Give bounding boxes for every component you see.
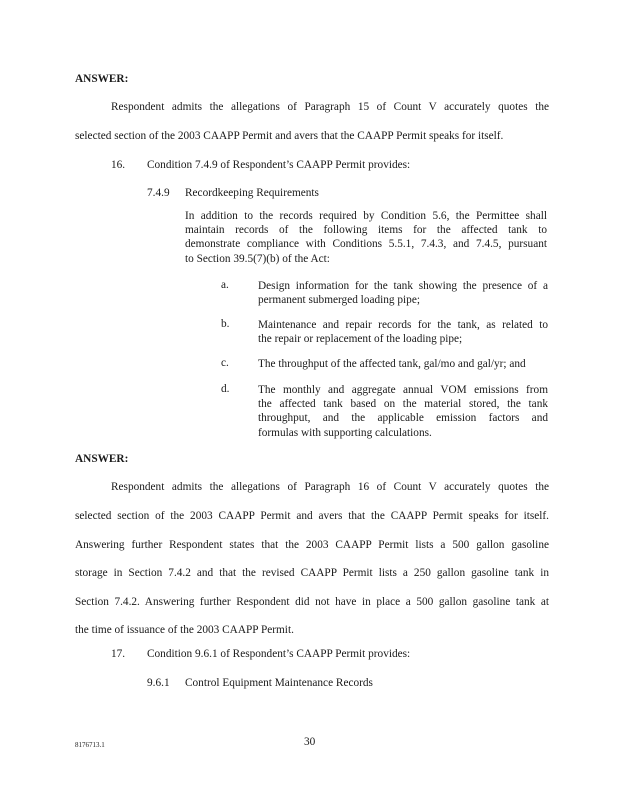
list-item-line: throughput, and the applicable emission factors and — [258, 412, 548, 425]
answer-line: Section 7.4.2. Answering further Respondent did not have in place a 500 gallon gasoline tank at — [75, 596, 549, 608]
list-item — [258, 357, 548, 371]
list-item-line: the repair or replacement of the loading pipe; — [258, 333, 463, 346]
list-item-line: formulas with supporting calculations. — [258, 426, 432, 439]
condition-title: Control Equipment Maintenance Records — [185, 677, 373, 689]
page-number: 30 — [304, 736, 316, 748]
list-item-line: Maintenance and repair records for the tank, as related to — [258, 319, 548, 331]
answer-line: selected section of the 2003 CAAPP Permit and avers that the CAAPP Permit speaks for itself. — [75, 510, 549, 522]
paragraph-text: Condition 9.6.1 of Respondent’s CAAPP Permit provides: — [147, 648, 411, 660]
quote-line: maintain records of the following items for the affected tank to — [185, 224, 547, 237]
list-item-line: permanent submerged loading pipe; — [258, 294, 420, 307]
quote-line: demonstrate compliance with Conditions 5.5.1, 7.4.3, and 7.4.5, pursuant — [185, 238, 547, 251]
condition-title: Recordkeeping Requirements — [185, 187, 319, 199]
list-item-label: d. — [221, 383, 230, 395]
list-item-line: The monthly and aggregate annual VOM emissions from — [258, 384, 548, 396]
quote-line: In addition to the records required by Condition 5.6, the Permittee shall — [185, 210, 547, 222]
answer-line: selected section of the 2003 CAAPP Permit and avers that the CAAPP Permit speaks for itself. — [75, 130, 504, 142]
list-item — [258, 279, 548, 307]
answer-line: Respondent admits the allegations of Paragraph 16 of Count V accurately quotes the — [111, 481, 549, 493]
list-item — [258, 318, 548, 346]
answer-line: Answering further Respondent states that the 2003 CAAPP Permit lists a 500 gallon gasoline — [75, 539, 549, 551]
answer-line: the time of issuance of the 2003 CAAPP Permit. — [75, 624, 294, 636]
list-item-label: c. — [221, 357, 229, 369]
paragraph-text: Condition 7.4.9 of Respondent’s CAAPP Permit provides: — [147, 159, 411, 171]
condition-number: 9.6.1 — [147, 677, 170, 689]
answer-line: storage in Section 7.4.2 and that the revised CAAPP Permit lists a 250 gallon gasoline tank in — [75, 567, 549, 579]
list-item-line: Design information for the tank showing the presence of a — [258, 280, 548, 292]
paragraph-number: 17. — [111, 648, 126, 660]
list-item-label: b. — [221, 318, 230, 330]
quoted-condition — [185, 209, 547, 266]
answer-line: Respondent admits the allegations of Paragraph 15 of Count V accurately quotes the — [111, 101, 549, 113]
list-item-line: The throughput of the affected tank, gal/mo and gal/yr; and — [258, 358, 526, 370]
paragraph-number: 16. — [111, 159, 126, 171]
quote-line: to Section 39.5(7)(b) of the Act: — [185, 252, 330, 265]
document-id: 8176713.1 — [75, 741, 105, 749]
list-item-line: the affected tank based on the material stored, the tank — [258, 398, 548, 411]
list-item-label: a. — [221, 279, 229, 291]
condition-number: 7.4.9 — [147, 187, 170, 199]
list-item — [258, 383, 548, 440]
answer-heading: ANSWER: — [75, 453, 129, 465]
answer-heading: ANSWER: — [75, 73, 129, 85]
